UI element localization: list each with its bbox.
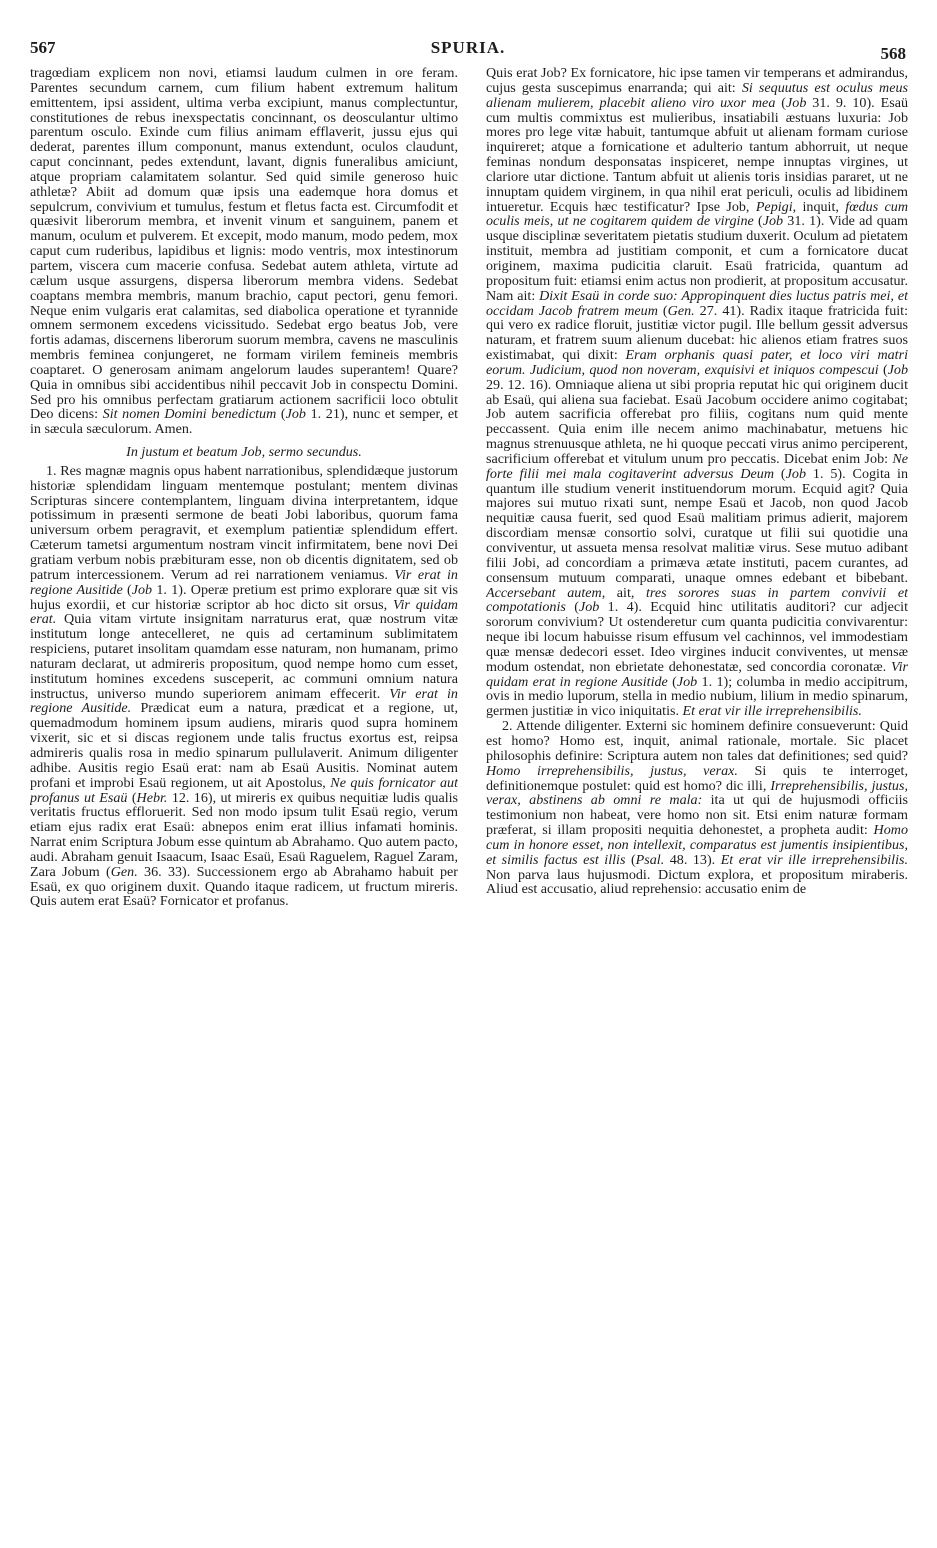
italic-run: Accersebant autem	[486, 584, 602, 601]
text-run: 31. 1). Vide ad quam usque disciplinæ severitatem pietatis studium duxerit. Oculum ad pietatem instituit, membra ad justitiam componit, et cum a fornicatore ducat originem, maxima pudicitia claruit. Esaü fratricida, quantum ad propositum fuit: etiamsi enim actus non prodierit, at propositum accusatur. Nam ait:	[486, 213, 908, 304]
text-run: tragœdiam explicem non novi, etiamsi laudum culmen in ore feram. Parentes secundum carnem, cum filium habent extremum halitum emittentem, ipsi assident, ultima verba excipiunt, manus complectuntur, constitutiones de rebus inexspectatis concinnant, os deosculantur ultimo parentum osculo. Exinde cum filius animam efflaverit, jussu ejus qui dederat, parentes illum componunt, manus extendunt, oculos claudunt, caput concinnant, pedes extendunt, lavant, dignis funeralibus amiciunt, atque propriam calamitatem solantur. Sed quid simile generoso huic athletæ? Abiit ad domum quæ ipsis una eademque hora domus et sepulcrum, convivium et tumulus, festum et fletus facta est. Circumfodit et quæsivit liberorum membra, et invenit vinum et sanguinem, panem et manum, oculum et pulverem. Et excepit, modo manum, modo pedem, mox caput cum ruderibus, lapidibus et lignis: modo ventris, mox intestinorum partem, viscera cum macerie confusa. Sedebat autem athleta, virtute ad cælum usque assurgens, dispersa liberorum membra videns. Sedebat coaptans membra membris, manum brachio, caput pectori, genu femori. Neque enim vulgaris erat calamitas, sed diabolica operatione et tyrannide omnem sermonem excedens vicissitudo. Sedebat ergo beatus Job, vere fortis adamas, discernens liberorum suorum membra, cavens ne masculinis membris feminea conjungeret, ne formam virilem femineis membris coaptaret. O generosam animam angelorum laudes superantem! Quare? Quia in omnibus sibi accidentibus nihil peccavit Job in conspectu Domini. Sed pro his omnibus perfectam gratiarum actionem sacrificii loco obtulit Deo dicens:	[30, 66, 458, 423]
text-run: 1. 1). Operæ pretium est primo explorare quæ sit vis hujus exordii, et cur historiæ scriptor ab hoc dicto sit orsus,	[30, 581, 458, 613]
text-run: 27. 41). Radix itaque fratricida fuit: qui vero ex radice floruit, justitiæ victor pugil. Ille bellum gessit adversus naturam, et fratrem suum alienum ducebat: hic alienos etiam fratres suos existimabat, qui dixit:	[486, 302, 908, 364]
left-column	[30, 66, 458, 1532]
right-column	[486, 66, 908, 1536]
italic-run: ut ne cogitarem quidem de virgine	[557, 213, 754, 230]
text-run: (	[276, 406, 286, 423]
italic-run: Homo irreprehensibilis, justus, verax.	[486, 762, 738, 779]
italic-run: Job	[785, 465, 806, 482]
italic-run: Et erat vir ille irreprehensibilis.	[682, 703, 862, 720]
paragraph	[486, 66, 908, 719]
text-run: (	[625, 851, 636, 868]
text-run: (	[753, 213, 763, 230]
text-run: 1. Res magnæ magnis opus habent narrationibus, splendidæque justorum historiæ splendidam linguam mentemque postulant; mentem divinas Scripturas sincere contemplantem, linguam divina interpretantem, idque potissimum in præsenti sermone de beati Jobi laboribus, quorum fama universum orbem peragravit, et exemplum patientiæ splendidum effert. Cæterum tametsi argumentum nostram vincit infirmitatem, bene novi Dei gratiam verbum nobis præbituram esse, non ob dicentis dignitatem, sed ob patrum intercessionem. Verum ad rei narrationem veniamus.	[30, 462, 458, 583]
text-run: , ait,	[601, 584, 646, 601]
italic-run: Vir quidam erat.	[30, 596, 458, 628]
italic-run: Dixit Esaü in corde suo: Appropinquent dies luctus patris mei, et occidam Jacob fratrem meum	[486, 287, 908, 319]
text-run: (	[775, 94, 787, 111]
italic-run: Vir erat in regione Ausitide	[30, 566, 458, 598]
italic-run: Si sequutus est oculus meus alienam mulierem, placebit alieno viro uxor mea	[486, 79, 908, 111]
text-run: ita ut qui de hujusmodi officiis testimonium non habeat, vere homo non sit. Etsi enim naturæ formam præferat, si illam propositi nequitia dehonestet, a propheta audit:	[486, 792, 908, 839]
italic-run: Job	[676, 673, 698, 690]
italic-run: Ne quis fornicator aut profanus ut Esaü	[30, 774, 458, 806]
italic-run: Ne forte filii mei mala cogitaverint adversus Deum	[486, 450, 908, 482]
text-run: (	[565, 599, 579, 616]
paragraph	[30, 66, 458, 437]
text-run: Quia vitam virtute insignitam narraturus erat, quæ nostrum vitæ institutum longe antecelleret, ne quis ad certaminum sublimitatem respiciens, putaret insolitam quamdam esse naturam, non humanam, primo naturam declarat, ut admireris propositum, quod nempe homo cum esset, institutum homines excedens susceperit, ac communi omnium natura instructus, universo mundo superiorem animam effecerit.	[30, 611, 458, 702]
text-run: Non parva laus hujusmodi. Dictum explora, et propositum miraberis. Aliud est accusatio, aliud reprehensio: accusatio enim de	[486, 866, 908, 898]
italic-run: Psal.	[635, 851, 665, 868]
italic-run: Job	[762, 213, 784, 230]
italic-run: Gen.	[667, 302, 695, 319]
text-run: 36. 33). Successionem ergo ab Abrahamo habuit per Esaü, ex quo originem duxit. Quando itaque radicem, ut fructum mireris. Quis autem erat Esaü? Fornicator et profanus.	[30, 863, 458, 910]
section-title: In justum et beatum Job, sermo secundus.	[126, 444, 362, 461]
paragraph	[486, 719, 908, 897]
text-run: (	[667, 673, 677, 690]
page-number-right: 568	[880, 44, 906, 63]
italic-run: Job	[131, 581, 153, 598]
text-run: 1. 21), nunc et semper, et in sæcula sæculorum. Amen.	[30, 406, 458, 438]
text-run: (	[122, 581, 132, 598]
text-run: (	[657, 302, 668, 319]
italic-run: Job	[578, 599, 600, 616]
text-run: (	[774, 465, 786, 482]
page-header	[30, 38, 906, 64]
italic-run: Gen.	[110, 863, 138, 880]
italic-run: Pepigi	[755, 198, 793, 215]
text-run: , inquit,	[792, 198, 846, 215]
page-number-left: 567	[30, 38, 56, 57]
italic-run: Job	[285, 406, 306, 423]
text-run: 1. 4). Ecquid hinc utilitatis auditori? cur adjecit sororum convivium? Ut ostenderetur cum quanta pudicitia convivarentur: neque ibi locum habuisse risum effusum vel cachinnos, vel immodestiam quæ mensæ dedecori esset. Ideo virgines inducit conviventes, ut mensæ modum ostendat, non ebrietate dehonestatæ, sed concordia coronatæ.	[486, 599, 908, 675]
running-title: SPURIA.	[430, 38, 506, 57]
text-run: Quis erat Job? Ex fornicatore, hic ipse tamen vir temperans et admirandus, cujus gesta suscepimus enarranda; qui ait:	[486, 66, 908, 96]
italic-run: tres sorores suas in partem convivii et compotationis	[486, 584, 908, 616]
text-run: Si quis te interroget, definitionemque postulet: quid est homo? dic illi,	[486, 762, 908, 794]
italic-run: fœdus cum oculis meis	[486, 198, 908, 230]
italic-run: Irreprehensibilis, justus, verax, abstinens ab omni re mala:	[486, 777, 908, 809]
text-run: Prædicat eum a natura, prædicat et a regione, ut, quemadmodum hominem ipsum audiens, miraris quod supra hominem vixerit, sic et si discas regionem unde talis fructus exortus est, reipsa admireris qualis rosa in medio spinarum pullulaverit. Animum diligenter adhibe. Ausitis regio Esaü erat: nam ab Esaü Ausitis. Nominat autem profani et improbi Esaü regionem, ut ait Apostolus,	[30, 700, 458, 791]
text-run: (	[878, 361, 888, 378]
text-run: 12. 16), ut mireris ex quibus nequitiæ ludis qualis veritatis fructus effloruerit. Sed non modo ipsum tulit Esaü regio, verum etiam ejus radix erat Esaü: abnepos enim erat illius infamati hominis. Narrat enim Scriptura Jobum esse quintum ab Abrahamo. Quo autem pacto, audi. Abraham genuit Isaacum, Isaac Esaü, Esaü Raguelem, Raguel Zaram, Zara Jobum (	[30, 789, 458, 880]
italic-run: Et erat vir ille irreprehensibilis.	[720, 851, 908, 868]
italic-run: Job	[786, 94, 807, 111]
italic-run: Job	[887, 361, 908, 378]
italic-run: Homo cum in honore esset, non intellexit, comparatus est jumentis insipientibus, et similis factus est illis	[486, 822, 908, 868]
text-run: 1. 1); columba in medio accipitrum, ovis in medio luporum, stella in medio nubium, lilium in medio spinarum, germen justitiæ in vico iniquitatis.	[486, 673, 908, 720]
text-run: 48. 13).	[664, 851, 721, 868]
italic-run: Sit nomen Domini benedictum	[102, 406, 277, 423]
text-run: ,	[549, 213, 558, 230]
text-run: 29. 12. 16). Omniaque aliena ut sibi propria reputat hic qui originem ducit ab Esaü, qui aliena sua faciebat. Esaü Jacobum occidere animo cogitabat; Job autem sacrificia offerebat pro filiis, cogitans num quid mente peccassent. Quia enim ille necem animo machinabatur, metuens hic magnus strenuusque athleta, ne hi quoque peccati virus animo perciperent, sacrificium offerebat et vitulum unum pro peccatis. Dicebat enim Job:	[486, 376, 908, 467]
text-run: 2. Attende diligenter. Externi sic hominem definire consueverunt: Quid est homo? Homo est, inquit, animal rationale, mortale. Sic placet philosophis definire: Scriptura autem non tales dat definitiones; sed quid?	[486, 718, 908, 764]
paragraph	[30, 464, 458, 909]
text-run: (	[127, 789, 137, 806]
italic-run: Vir quidam erat in regione Ausitide	[486, 658, 908, 690]
text-run: 1. 5). Cogita in quantum ille studium venerit instituendorum morum. Ecquid agit? Quia majores sui mutuo rixati sunt, nempe Esaü et Jacob, non quod Jacob nequitiæ causa fuerit, sed quod Esaü malitiam primus adierit, majorem discordiam mensæ consortio solvi, curatque ut filii sui quotidie una conviventur, ut assueta mensa resolvat malitiæ virus. Sese mutuo adibant filii Jobi, ad concordiam a primæva ætate instituti, pacem curantes, ad consensum mutuum comparati, unaque omnes edebant et bibebant.	[486, 465, 908, 586]
italic-run: Vir erat in regione Ausitide.	[30, 685, 458, 717]
italic-run: Eram orphanis quasi pater, et loco viri matri eorum. Judicium, quod non noveram, exquisivi et iniquos compescui	[486, 347, 908, 378]
text-run: 31. 9. 10). Esaü cum multis commixtus est mulieribus, insatiabili æstuans luxuria: Job mores pro lege vitæ habuit, tantumque abfuit ut alienam formam curiose inquireret; atque a fornicatione et adulterio tantum abhorruit, ut neque feminas nondum desponsatas inspiceret, nempe innuptas virgines, ut clariore utar dictione. Tantum abfuit ut alienis toris insidias pararet, ut ne innuptam quidem virginem, in qua nihil erat periculi, oculis ad libidinem intueretur. Ecquis hæc testificatur? Ipse Job,	[486, 94, 908, 215]
italic-run: Hebr.	[136, 789, 168, 806]
